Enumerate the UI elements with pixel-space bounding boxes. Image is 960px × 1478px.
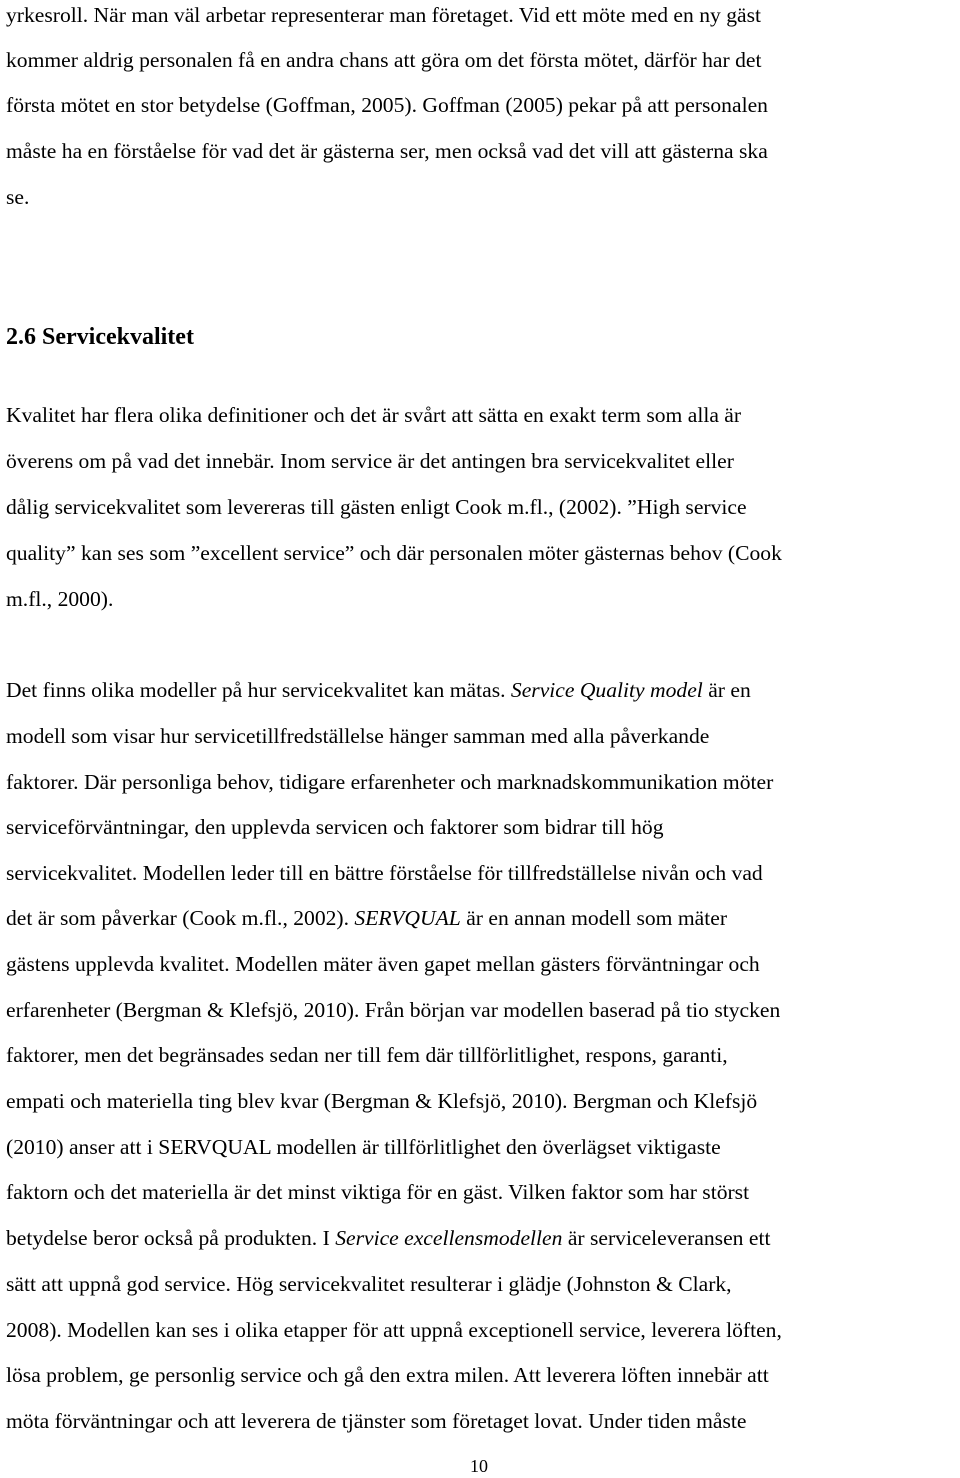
paragraph-line: lösa problem, ge personlig service och gå den extra milen. Att leverera löften innebär att: [6, 1363, 769, 1387]
paragraph-line: kommer aldrig personalen få en andra chans att göra om det första mötet, därför har det: [6, 48, 762, 72]
text-run: är serviceleveransen ett: [562, 1226, 771, 1250]
paragraph-line: dålig servicekvalitet som levereras till gästen enligt Cook m.fl., (2002). ”High service: [6, 495, 747, 519]
paragraph-line: serviceförväntningar, den upplevda servicen och faktorer som bidrar till hög: [6, 815, 664, 839]
paragraph-line: m.fl., 2000).: [6, 587, 114, 611]
paragraph-line: möta förväntningar och att leverera de tjänster som företaget lovat. Under tiden måste: [6, 1409, 747, 1433]
paragraph-line: modell som visar hur servicetillfredställelse hänger samman med alla påverkande: [6, 724, 710, 748]
paragraph-line: [6, 675, 751, 705]
paragraph-line: quality” kan ses som ”excellent service” och där personalen möter gästernas behov (Cook: [6, 541, 782, 565]
text-run: är en annan modell som mäter: [460, 906, 728, 930]
text-run: Det finns olika modeller på hur servicekvalitet kan mätas.: [6, 678, 511, 702]
paragraph-line: måste ha en förståelse för vad det är gästerna ser, men också vad det vill att gästerna ska: [6, 139, 768, 163]
text-run: är en: [702, 678, 751, 702]
paragraph-line: (2010) anser att i SERVQUAL modellen är tillförlitlighet den överlägset viktigaste: [6, 1135, 721, 1159]
paragraph-line: [6, 1223, 770, 1253]
paragraph-line: [6, 903, 727, 933]
paragraph-line: sätt att uppnå god service. Hög servicekvalitet resulterar i glädje (Johnston & Clark,: [6, 1272, 732, 1296]
paragraph-line: faktorn och det materiella är det minst viktiga för en gäst. Vilken faktor som har störst: [6, 1180, 750, 1204]
italic-term: Service excellensmodellen: [335, 1226, 563, 1250]
italic-term: SERVQUAL: [354, 906, 461, 930]
paragraph-line: överens om på vad det innebär. Inom service är det antingen bra servicekvalitet eller: [6, 449, 734, 473]
paragraph-line: empati och materiella ting blev kvar (Bergman & Klefsjö, 2010). Bergman och Klefsjö: [6, 1089, 758, 1113]
paragraph-line: yrkesroll. När man väl arbetar representerar man företaget. Vid ett möte med en ny gäst: [6, 3, 761, 27]
paragraph-line: faktorer, men det begränsades sedan ner till fem där tillförlitlighet, respons, garanti,: [6, 1043, 728, 1067]
paragraph-line: 2008). Modellen kan ses i olika etapper för att uppnå exceptionell service, leverera löften,: [6, 1318, 782, 1342]
paragraph-line: erfarenheter (Bergman & Klefsjö, 2010). Från början var modellen baserad på tio stycken: [6, 998, 781, 1022]
text-run: det är som påverkar (Cook m.fl., 2002).: [6, 906, 355, 930]
paragraph-line: faktorer. Där personliga behov, tidigare erfarenheter och marknadskommunikation möter: [6, 770, 774, 794]
paragraph-line: servicekvalitet. Modellen leder till en bättre förståelse för tillfredställelse nivån och vad: [6, 861, 763, 885]
paragraph-line: Kvalitet har flera olika definitioner och det är svårt att sätta en exakt term som alla är: [6, 403, 742, 427]
italic-term: Service Quality model: [510, 678, 703, 702]
paragraph-line: första mötet en stor betydelse (Goffman, 2005). Goffman (2005) pekar på att personalen: [6, 93, 768, 117]
page-number: 10: [470, 1456, 488, 1476]
paragraph-line: gästens upplevda kvalitet. Modellen mäter även gapet mellan gästers förväntningar och: [6, 952, 760, 976]
section-heading: 2.6 Servicekvalitet: [6, 324, 194, 350]
paragraph-line: se.: [6, 185, 30, 209]
text-run: betydelse beror också på produkten. I: [6, 1226, 336, 1250]
